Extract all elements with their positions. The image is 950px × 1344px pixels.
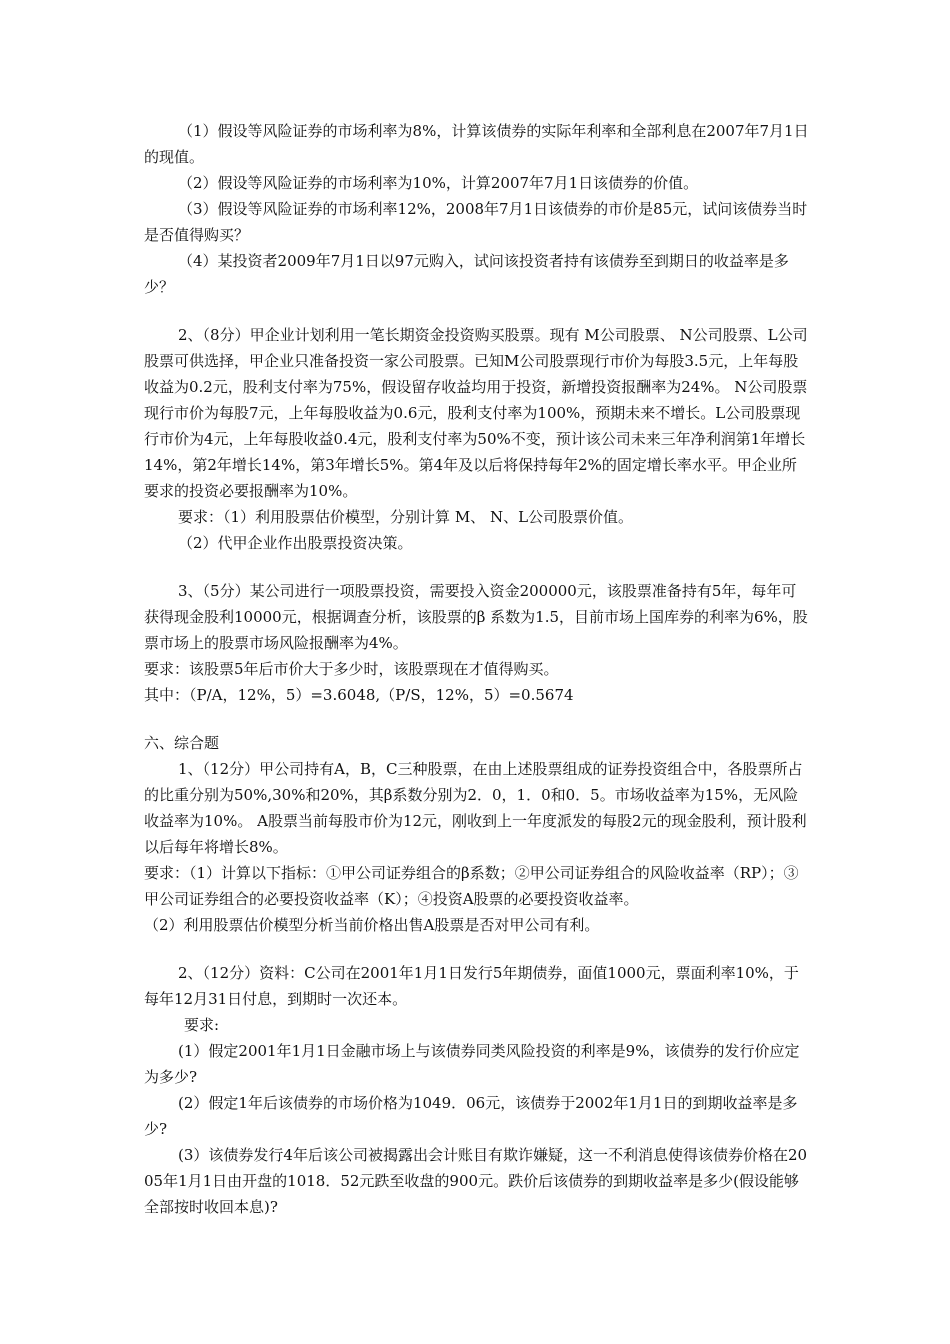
problem-2-body: 2、（8分）甲企业计划利用一笔长期资金投资购买股票。现有 M公司股票、 N公司股票、L公司股票可供选择，甲企业只准备投资一家公司股票。已知M公司股票现行市价为每股3.5元，上年每股收益为0.2元，股利支付率为75%，假设留存收益均用于投资，新增投资报酬率为24%。 N公司股票现行市价为每股7元，上年每股收益为0.6元，股利支付率为100%，预期未来不增长。L公司股票现行市价为4元，上年每股收益0.4元，股利支付率为50%不变，预计该公司未来三年净利润第1年增长14%，第2年增长14%，第3年增长5%。第4年及以后将保持每年2%的固定增长率水平。甲企业所要求的投资必要报酬率为10%。 — [144, 326, 808, 500]
problem-3-requirement: 要求：该股票5年后市价大于多少时，该股票现在才值得购买。 — [144, 660, 559, 678]
part-a-question-2: （2）假设等风险证券的市场利率为10%，计算2007年7月1日该债券的价值。 — [178, 174, 699, 192]
spacer — [144, 708, 810, 730]
part-a-question-4: （4）某投资者2009年7月1日以97元购入，试问该投资者持有该债券至到期日的收益率是多少？ — [144, 252, 789, 296]
document-body — [144, 118, 810, 1220]
part-a-question-3: （3）假设等风险证券的市场利率12%，2008年7月1日该债券的市价是85元，试问该债券当时是否值得购买？ — [144, 200, 808, 244]
section-6-problem-1-requirement-1: 要求：（1）计算以下指标：①甲公司证券组合的β系数；②甲公司证券组合的风险收益率（RP）；③甲公司证券组合的必要投资收益率（K）；④投资A股票的必要投资收益率。 — [144, 864, 799, 908]
problem-3-body: 3、（5分）某公司进行一项股票投资，需要投入资金200000元，该股票准备持有5年，每年可获得现金股利10000元，根据调查分析，该股票的β 系数为1.5，目前市场上国库券的利率为6%，股票市场上的股票市场风险报酬率为4%。 — [144, 582, 808, 652]
problem-3-note: 其中：（P/A，12%，5）=3.6048,（P/S，12%，5）=0.5674 — [144, 686, 574, 704]
section-6-problem-2-question-2: (2）假定1年后该债券的市场价格为1049．06元，该债券于2002年1月1日的到期收益率是多少? — [144, 1094, 798, 1138]
spacer — [144, 556, 810, 578]
section-6-problem-1-requirement-2: （2）利用股票估价模型分析当前价格出售A股票是否对甲公司有利。 — [144, 916, 600, 934]
section-6-problem-2-body: 2、（12分）资料：C公司在2001年1月1日发行5年期债券，面值1000元，票面利率10%，于每年12月31日付息，到期时一次还本。 — [144, 964, 799, 1008]
problem-2-requirement-2: （2）代甲企业作出股票投资决策。 — [178, 534, 413, 552]
section-6-heading: 六、综合题 — [144, 734, 220, 752]
spacer — [144, 938, 810, 960]
section-6-problem-2-requirement: 要求: — [184, 1016, 220, 1034]
section-6-problem-1-body: 1、（12分）甲公司持有A，B，C三种股票，在由上述股票组成的证券投资组合中，各股票所占的比重分别为50%,30%和20%，其β系数分别为2．0，1．0和0．5。市场收益率为15%，无风险收益率为10%。 A股票当前每股市价为12元，刚收到上一年度派发的每股2元的现金股利，预计股利以后每年将增长8%。 — [144, 760, 807, 856]
spacer — [144, 300, 810, 322]
section-6-problem-2-question-3: (3）该债券发行4年后该公司被揭露出会计账目有欺诈嫌疑，这一不利消息使得该债券价格在2005年1月1日由开盘的1018．52元跌至收盘的900元。跌价后该债券的到期收益率是多少(假设能够全部按时收回本息)? — [144, 1146, 808, 1216]
problem-2-requirement-1: 要求：（1）利用股票估价模型，分别计算 M、 N、L公司股票价值。 — [178, 508, 634, 526]
section-6-problem-2-question-1: (1）假定2001年1月1日金融市场上与该债券同类风险投资的利率是9%，该债券的发行价应定为多少? — [144, 1042, 800, 1086]
part-a-question-1: （1）假设等风险证券的市场利率为8%，计算该债券的实际年利率和全部利息在2007年7月1日的现值。 — [144, 122, 809, 166]
